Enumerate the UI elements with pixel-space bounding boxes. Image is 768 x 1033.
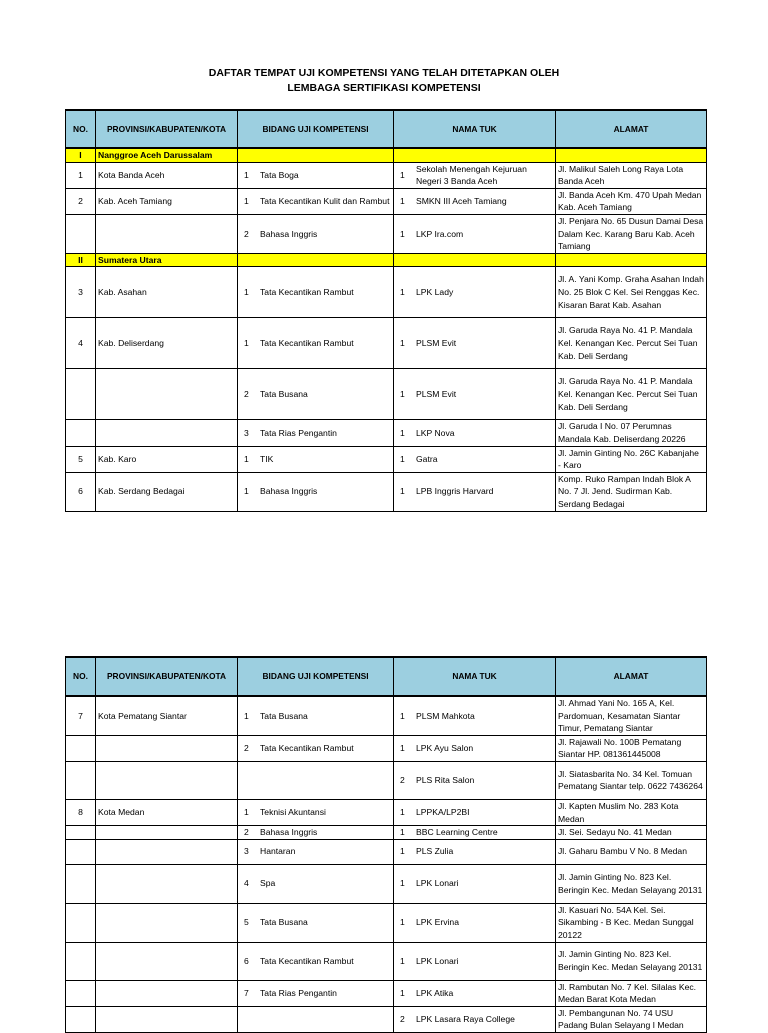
bidang-number: 3 <box>244 846 249 857</box>
cell-provinsi: Kab. Deliserdang <box>96 318 238 369</box>
table-row <box>66 799 707 825</box>
cell-alamat: Jl. Jamin Ginting No. 26C Kabanjahe - Karo <box>556 446 707 472</box>
bidang-number: 1 <box>244 287 249 298</box>
cell-no <box>66 214 96 253</box>
cell-nama-tuk <box>394 696 556 735</box>
cell-provinsi <box>96 761 238 799</box>
cell-no <box>66 864 96 903</box>
bidang-label: Bahasa Inggris <box>260 228 318 239</box>
tuk-label: LPK Ervina <box>416 917 459 928</box>
cell-bidang <box>238 826 394 840</box>
cell-provinsi: Kab. Karo <box>96 446 238 472</box>
table-row <box>66 942 707 980</box>
header-alamat: ALAMAT <box>556 110 707 148</box>
cell-nama-tuk <box>394 472 556 511</box>
cell-bidang <box>238 267 394 318</box>
cell-alamat: Jl. Garuda I No. 07 Perumnas Mandala Kab. Deliserdang 20226 <box>556 420 707 446</box>
bidang-label: Hantaran <box>260 846 296 857</box>
table-row <box>66 318 707 369</box>
bidang-number: 1 <box>244 453 249 464</box>
cell-bidang <box>238 1006 394 1032</box>
cell-provinsi <box>96 864 238 903</box>
bidang-number: 2 <box>244 389 249 400</box>
cell-nama-tuk <box>394 799 556 825</box>
bidang-label: Tata Kecantikan Rambut <box>260 287 354 298</box>
header-bidang: BIDANG UJI KOMPETENSI <box>238 657 394 696</box>
bidang-label: Tata Busana <box>260 389 308 400</box>
cell-provinsi: Sumatera Utara <box>96 253 238 267</box>
cell-bidang <box>238 369 394 420</box>
cell-no <box>66 369 96 420</box>
cell-no: II <box>66 253 96 267</box>
cell-provinsi <box>96 980 238 1006</box>
tuk-label: LKP Ira.com <box>416 228 464 239</box>
bidang-number: 1 <box>244 169 249 180</box>
cell-provinsi: Kab. Serdang Bedagai <box>96 472 238 511</box>
table-row <box>66 420 707 446</box>
cell-provinsi <box>96 420 238 446</box>
province-row <box>66 148 707 162</box>
header-no: NO. <box>66 657 96 696</box>
header-nama-tuk: NAMA TUK <box>394 110 556 148</box>
tuk-table-1 <box>65 109 707 512</box>
bidang-number: 4 <box>244 878 249 889</box>
cell-no: 1 <box>66 162 96 188</box>
document-title-line-2: LEMBAGA SERTIFIKASI KOMPETENSI <box>287 82 481 94</box>
cell-bidang <box>238 446 394 472</box>
header-no: NO. <box>66 110 96 148</box>
bidang-number: 2 <box>244 827 249 838</box>
bidang-label: Tata Rias Pengantin <box>260 987 337 998</box>
document-title-line-1: DAFTAR TEMPAT UJI KOMPETENSI YANG TELAH DITETAPKAN OLEH <box>208 67 560 79</box>
cell-no <box>66 420 96 446</box>
tuk-label: LPK Lonari <box>416 955 459 966</box>
tuk-number: 1 <box>400 427 405 438</box>
table-row <box>66 864 707 903</box>
cell-alamat: Jl. Penjara No. 65 Dusun Damai Desa Dalam Kec. Karang Baru Kab. Aceh Tamiang <box>556 214 707 253</box>
cell-nama-tuk <box>394 735 556 761</box>
bidang-label: Tata Kecantikan Rambut <box>260 743 354 754</box>
cell-nama-tuk <box>394 369 556 420</box>
tuk-number: 1 <box>400 486 405 497</box>
table-header-row <box>66 110 707 148</box>
cell-provinsi: Kab. Aceh Tamiang <box>96 188 238 214</box>
table-row <box>66 761 707 799</box>
tuk-number: 1 <box>400 453 405 464</box>
tuk-label: LPPKA/LP2BI <box>416 807 470 818</box>
cell-alamat: Komp. Ruko Rampan Indah Blok A No. 7 Jl. Jend. Sudirman Kab. Serdang Bedagai <box>556 472 707 511</box>
cell-nama-tuk <box>394 903 556 942</box>
cell-nama-tuk <box>394 839 556 864</box>
cell-bidang <box>238 318 394 369</box>
cell-bidang <box>238 839 394 864</box>
cell-bidang <box>238 980 394 1006</box>
table-row <box>66 696 707 735</box>
province-row <box>66 253 707 267</box>
table-row <box>66 1006 707 1032</box>
bidang-number: 1 <box>244 338 249 349</box>
tuk-label: PLS Rita Salon <box>416 775 475 786</box>
tuk-number: 1 <box>400 389 405 400</box>
cell-no <box>66 942 96 980</box>
cell-provinsi: Kota Pematang Siantar <box>96 696 238 735</box>
tuk-number: 1 <box>400 338 405 349</box>
cell-bidang <box>238 253 394 267</box>
cell-bidang <box>238 420 394 446</box>
bidang-number: 7 <box>244 987 249 998</box>
cell-bidang <box>238 903 394 942</box>
cell-nama-tuk <box>394 864 556 903</box>
cell-alamat: Jl. Garuda Raya No. 41 P. Mandala Kel. Kenangan Kec. Percut Sei Tuan Kab. Deli Serdang <box>556 318 707 369</box>
cell-alamat: Jl. Sei. Sedayu No. 41 Medan <box>556 826 707 840</box>
table-row <box>66 446 707 472</box>
bidang-label: Bahasa Inggris <box>260 486 318 497</box>
table-row <box>66 980 707 1006</box>
cell-alamat: Jl. Jamin Ginting No. 823 Kel. Beringin Kec. Medan Selayang 20131 <box>556 864 707 903</box>
tuk-number: 1 <box>400 917 405 928</box>
table-header-row <box>66 657 707 696</box>
cell-nama-tuk <box>394 188 556 214</box>
tuk-label: PLSM Mahkota <box>416 710 475 721</box>
cell-no <box>66 735 96 761</box>
cell-bidang <box>238 162 394 188</box>
tuk-number: 1 <box>400 878 405 889</box>
cell-nama-tuk <box>394 318 556 369</box>
table-row <box>66 162 707 188</box>
cell-provinsi <box>96 826 238 840</box>
bidang-number: 1 <box>244 196 249 207</box>
cell-nama-tuk <box>394 162 556 188</box>
cell-provinsi <box>96 369 238 420</box>
cell-nama-tuk <box>394 214 556 253</box>
cell-no: 6 <box>66 472 96 511</box>
cell-bidang <box>238 942 394 980</box>
table-row <box>66 839 707 864</box>
bidang-label: TIK <box>260 453 274 464</box>
bidang-number: 1 <box>244 710 249 721</box>
cell-alamat <box>556 148 707 162</box>
cell-provinsi <box>96 1006 238 1032</box>
table-row <box>66 472 707 511</box>
table-row <box>66 735 707 761</box>
cell-no: 5 <box>66 446 96 472</box>
cell-provinsi: Nanggroe Aceh Darussalam <box>96 148 238 162</box>
cell-bidang <box>238 864 394 903</box>
cell-bidang <box>238 148 394 162</box>
tuk-label: LPK Atika <box>416 987 454 998</box>
cell-no <box>66 826 96 840</box>
cell-provinsi <box>96 942 238 980</box>
cell-nama-tuk <box>394 1006 556 1032</box>
tuk-table-2 <box>65 656 707 1033</box>
cell-bidang <box>238 214 394 253</box>
cell-alamat: Jl. Garuda Raya No. 41 P. Mandala Kel. Kenangan Kec. Percut Sei Tuan Kab. Deli Serdang <box>556 369 707 420</box>
header-provinsi: PROVINSI/KABUPATEN/KOTA <box>96 110 238 148</box>
tuk-number: 1 <box>400 807 405 818</box>
cell-nama-tuk <box>394 148 556 162</box>
cell-no <box>66 1006 96 1032</box>
cell-provinsi: Kota Banda Aceh <box>96 162 238 188</box>
cell-nama-tuk <box>394 253 556 267</box>
tuk-number: 1 <box>400 955 405 966</box>
header-bidang: BIDANG UJI KOMPETENSI <box>238 110 394 148</box>
cell-alamat: Jl. Banda Aceh Km. 470 Upah Medan Kab. Aceh Tamiang <box>556 188 707 214</box>
tuk-label: LPK Ayu Salon <box>416 743 474 754</box>
table-row <box>66 214 707 253</box>
cell-provinsi <box>96 839 238 864</box>
cell-provinsi <box>96 214 238 253</box>
tuk-label: LPK Lonari <box>416 878 459 889</box>
cell-no <box>66 761 96 799</box>
cell-alamat: Jl. Siatasbarita No. 34 Kel. Tomuan Pematang Siantar telp. 0622 7436264 <box>556 761 707 799</box>
tuk-number: 1 <box>400 846 405 857</box>
cell-alamat: Jl. Jamin Ginting No. 823 Kel. Beringin Kec. Medan Selayang 20131 <box>556 942 707 980</box>
bidang-number: 1 <box>244 807 249 818</box>
cell-alamat: Jl. Pembangunan No. 74 USU Padang Bulan Selayang I Medan <box>556 1006 707 1032</box>
bidang-number: 1 <box>244 486 249 497</box>
bidang-label: Teknisi Akuntansi <box>260 807 326 818</box>
cell-alamat: Jl. A. Yani Komp. Graha Asahan Indah No. 25 Blok C Kel. Sei Renggas Kec. Kisaran Barat Kab. Asahan <box>556 267 707 318</box>
cell-alamat: Jl. Rajawali No. 100B Pematang Siantar HP. 081361445008 <box>556 735 707 761</box>
cell-provinsi: Kab. Asahan <box>96 267 238 318</box>
cell-provinsi <box>96 903 238 942</box>
cell-no: I <box>66 148 96 162</box>
table-row <box>66 188 707 214</box>
tuk-label: Sekolah Menengah Kejuruan Negeri 3 Banda Aceh <box>416 163 527 187</box>
tuk-number: 1 <box>400 743 405 754</box>
bidang-number: 2 <box>244 228 249 239</box>
cell-bidang <box>238 188 394 214</box>
cell-nama-tuk <box>394 942 556 980</box>
table-2-body <box>66 696 707 1032</box>
cell-alamat: Jl. Rambutan No. 7 Kel. Silalas Kec. Medan Barat Kota Medan <box>556 980 707 1006</box>
cell-bidang <box>238 761 394 799</box>
cell-nama-tuk <box>394 980 556 1006</box>
tuk-number: 1 <box>400 710 405 721</box>
tuk-number: 1 <box>400 987 405 998</box>
tuk-number: 1 <box>400 228 405 239</box>
tuk-label: SMKN III Aceh Tamiang <box>416 196 507 207</box>
tuk-label: PLSM Evit <box>416 389 457 400</box>
tuk-label: LPK Lasara Raya College <box>416 1014 515 1025</box>
cell-alamat: Jl. Malikul Saleh Long Raya Lota Banda Aceh <box>556 162 707 188</box>
tuk-label: Gatra <box>416 453 438 464</box>
bidang-label: Spa <box>260 878 276 889</box>
cell-nama-tuk <box>394 761 556 799</box>
bidang-label: Tata Kecantikan Rambut <box>260 338 354 349</box>
tuk-label: LPB Inggris Harvard <box>416 486 494 497</box>
cell-no <box>66 980 96 1006</box>
cell-no <box>66 839 96 864</box>
bidang-number: 5 <box>244 917 249 928</box>
tuk-number: 2 <box>400 1014 405 1025</box>
cell-alamat: Jl. Ahmad Yani No. 165 A, Kel. Pardomuan, Kesamatan Siantar Timur, Pematang Siantar <box>556 696 707 735</box>
cell-bidang <box>238 735 394 761</box>
tuk-label: PLSM Evit <box>416 338 457 349</box>
bidang-number: 2 <box>244 743 249 754</box>
bidang-label: Tata Kecantikan Kulit dan Rambut <box>260 196 390 207</box>
table-row <box>66 369 707 420</box>
cell-nama-tuk <box>394 420 556 446</box>
cell-nama-tuk <box>394 267 556 318</box>
bidang-label: Bahasa Inggris <box>260 827 318 838</box>
header-alamat: ALAMAT <box>556 657 707 696</box>
cell-nama-tuk <box>394 446 556 472</box>
cell-no: 8 <box>66 799 96 825</box>
cell-bidang <box>238 799 394 825</box>
bidang-label: Tata Busana <box>260 917 308 928</box>
cell-provinsi <box>96 735 238 761</box>
tuk-number: 1 <box>400 169 405 180</box>
tuk-number: 1 <box>400 196 405 207</box>
table-row <box>66 267 707 318</box>
cell-no <box>66 903 96 942</box>
cell-no: 2 <box>66 188 96 214</box>
bidang-label: Tata Rias Pengantin <box>260 427 337 438</box>
cell-bidang <box>238 472 394 511</box>
tuk-label: LKP Nova <box>416 427 455 438</box>
cell-alamat: Jl. Gaharu Bambu V No. 8 Medan <box>556 839 707 864</box>
table-row <box>66 826 707 840</box>
cell-bidang <box>238 696 394 735</box>
table-row <box>66 903 707 942</box>
tuk-number: 1 <box>400 287 405 298</box>
tuk-number: 1 <box>400 827 405 838</box>
cell-no: 7 <box>66 696 96 735</box>
tuk-label: PLS Zulia <box>416 846 454 857</box>
cell-no: 4 <box>66 318 96 369</box>
tuk-label: LPK Lady <box>416 287 454 298</box>
bidang-label: Tata Busana <box>260 710 308 721</box>
bidang-label: Tata Boga <box>260 169 299 180</box>
bidang-number: 6 <box>244 955 249 966</box>
cell-alamat: Jl. Kasuari No. 54A Kel. Sei. Sikambing - B Kec. Medan Sunggal 20122 <box>556 903 707 942</box>
bidang-number: 3 <box>244 427 249 438</box>
header-provinsi: PROVINSI/KABUPATEN/KOTA <box>96 657 238 696</box>
tuk-number: 2 <box>400 775 405 786</box>
tuk-label: BBC Learning Centre <box>416 827 498 838</box>
cell-provinsi: Kota Medan <box>96 799 238 825</box>
cell-alamat: Jl. Kapten Muslim No. 283 Kota Medan <box>556 799 707 825</box>
bidang-label: Tata Kecantikan Rambut <box>260 955 354 966</box>
cell-no: 3 <box>66 267 96 318</box>
table-1-body <box>66 148 707 511</box>
cell-alamat <box>556 253 707 267</box>
cell-nama-tuk <box>394 826 556 840</box>
header-nama-tuk: NAMA TUK <box>394 657 556 696</box>
